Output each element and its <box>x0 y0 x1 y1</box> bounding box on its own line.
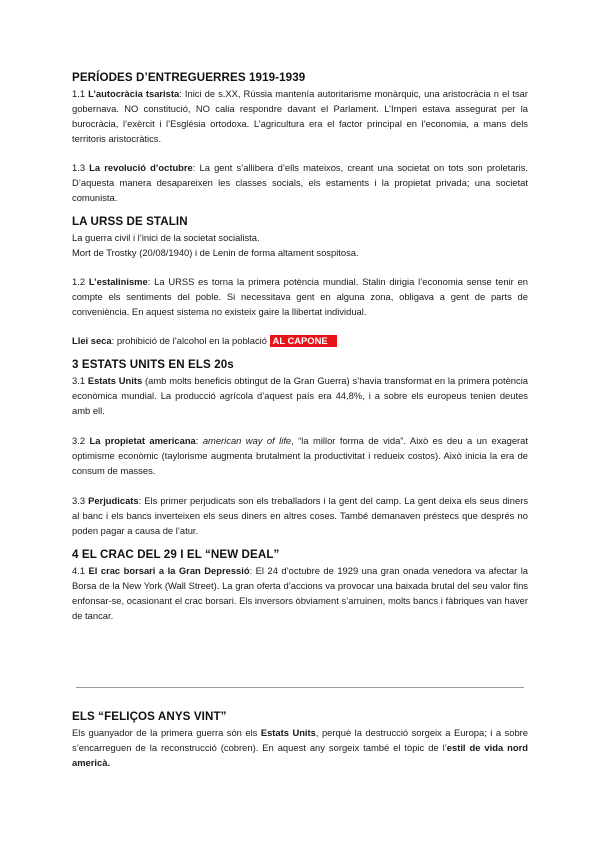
paragraph-text: , “la millor forma de vida”. Això es deu a un exagerat optimisme econòmic (taylorisme augmenta brutalment la productivitat i redueix costos). Això inicia la era de consum de masses. <box>72 435 528 476</box>
document-body <box>72 71 528 623</box>
highlight-al-capone: AL CAPONE <box>270 335 337 347</box>
term-llei-seca: Llei seca <box>72 335 112 346</box>
text-line-mort-trostky: Mort de Trostky (20/08/1940) i de Lenin de forma altament sospitosa. <box>72 247 359 258</box>
paragraph-text: , perquè la destrucció sorgeix a Europa; i a sobre s’encarreguen de la reconstrucció (cobren). En aquest any sorgeix també el tòpic de l’ <box>72 727 528 753</box>
paragraph-text: : La gent s’allibera d’ells mateixos, creant una societat on tots son proletaris. D’aquesta manera desapareixen les classes socials, els estaments i la propietat privada; una societat comunista. <box>72 162 528 203</box>
paragraph-text: Els guanyador de la primera guerra són els <box>72 727 261 738</box>
paragraph-number: 4.1 <box>72 565 89 576</box>
term-revolucio: La revolució d’octubre <box>89 162 193 173</box>
paragraph-text: : Els primer perjudicats son els treballadors i la gent del camp. La gent deixa els seus diners al banc i els bancs inverteixen els seus diners en altres coses. També demanaven préstecs que després no poden pagar a causa de l’atur. <box>72 495 529 536</box>
paragraph-estats-units <box>72 373 528 418</box>
term-propietat-americana: La propietat americana <box>89 435 196 446</box>
paragraph-crac-borsari <box>72 563 528 623</box>
paragraph-number: 3.1 <box>72 375 88 386</box>
paragraph-text: : prohibició de l’alcohol en la població <box>111 335 270 346</box>
paragraph-number: 1.2 <box>72 276 89 287</box>
term-crac-borsari: El crac borsari a la Gran Depressió <box>88 565 250 576</box>
paragraph-text: : La URSS es torna la primera potència mundial. Stalin dirigia l’economia sense tenir en compte els sentiments del poble. Si necessitava gent en alguna zona, obligava a gent de parts de conveniència. En aquest sistema no existeix gaire la llibertat individual. <box>72 276 529 317</box>
section-heading-crac: 4 EL CRAC DEL 29 I EL “NEW DEAL” <box>72 548 280 561</box>
italic-american-way: american way of life <box>202 435 292 446</box>
term-estats-units: Estats Units <box>87 375 143 386</box>
term-estil-vida: estil de vida nord americà. <box>72 742 528 768</box>
paragraph-number: 1.1 <box>72 88 89 99</box>
paragraph-text: : Inici de s.XX, Rússia mantenía autoritarisme monàrquic, una aristocràcia n el tsar gobernava. NO constitució, NO calia respondre davant el Parlament. L’Imperi estava assegurat per la burocràcia, l’exèrcit i l’Església ortodoxa. L’agricultura era el factor principal en l’economia, a mans dels territoris aristocràtics. <box>72 88 528 144</box>
term-autocracia: L’autocràcia tsarista <box>88 88 180 99</box>
paragraph-text: : El 24 d’octubre de 1929 una gran onada venedora va afectar la Borsa de la New York (Wall Street). La gran oferta d’accions va provocar una baixada brutal del seu valor fins enfonsar-se, ocasionant el crac borsari. Els inversors òbviament s’arruinen, molts bancs i fàbriques van haver de tancar. <box>72 565 528 621</box>
paragraph-number: 1.3 <box>72 162 90 173</box>
separator: : <box>195 435 203 446</box>
section-felicos-anys-vint <box>72 710 528 770</box>
paragraph-text: (amb molts beneficis obtingut de la Gran Guerra) s’havia transformat en la primera potència econòmica mundial. La producció agrícola d’aquest país era 44,8%, i a sobre els europeus tenien deutes amb ell. <box>72 375 529 416</box>
term-estalinisme: L’estalinisme <box>88 276 148 287</box>
section-heading-urss: LA URSS DE STALIN <box>72 215 188 228</box>
paragraph-perjudicats <box>72 493 528 538</box>
paragraph-llei-seca <box>72 333 528 348</box>
text-line-guerra-civil: La guerra civil i l’inici de la societat socialista. <box>72 232 260 243</box>
horizontal-divider <box>76 687 524 688</box>
paragraph-guanyadors <box>72 725 528 770</box>
section-heading-felicos: ELS “FELIÇOS ANYS VINT” <box>72 710 227 723</box>
paragraph-number: 3.2 <box>72 435 90 446</box>
section-heading-estats-units: 3 ESTATS UNITS EN ELS 20s <box>72 358 234 371</box>
paragraph-number: 3.3 <box>72 495 89 506</box>
paragraph-estalinisme <box>72 274 528 319</box>
paragraph-revolucio <box>72 160 528 205</box>
term-estats-units: Estats Units <box>260 727 316 738</box>
term-perjudicats: Perjudicats <box>88 495 139 506</box>
paragraph-autocracia <box>72 86 528 146</box>
section-heading-entreguerres: PERÍODES D’ENTREGUERRES 1919-1939 <box>72 71 306 84</box>
paragraph-propietat-americana <box>72 433 528 478</box>
